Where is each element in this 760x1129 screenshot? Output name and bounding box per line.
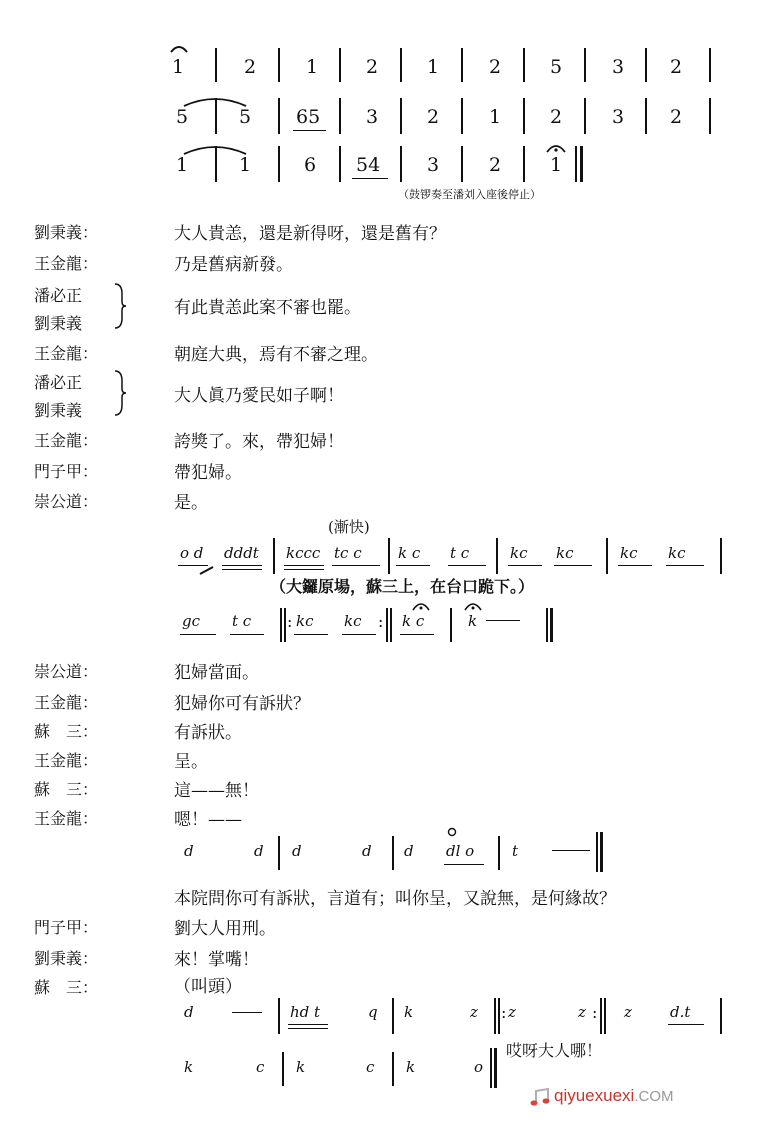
underline-mark <box>396 565 430 566</box>
underline-mark <box>222 569 262 570</box>
dialogue-line: 有訴狀。 <box>174 723 242 743</box>
barline <box>339 146 341 182</box>
perc-note: tc c <box>334 544 362 562</box>
note: 1 <box>550 154 563 176</box>
note: 3 <box>366 106 379 128</box>
perc-note: z <box>470 1003 478 1021</box>
speaker-name: 劉秉義 <box>34 401 83 420</box>
note: 5 <box>176 106 189 128</box>
dialogue-line: 嗯！—— <box>174 810 242 830</box>
note: 2 <box>550 106 563 128</box>
note: 1 <box>427 56 440 78</box>
perc-note: d <box>362 842 372 860</box>
underline-mark <box>342 634 376 635</box>
speaker-name: 王金龍： <box>34 431 99 450</box>
note: 2 <box>366 56 379 78</box>
brace-mark <box>112 369 128 417</box>
speaker-name: 王金龍： <box>34 751 99 770</box>
note: 1 <box>176 154 189 176</box>
underline-mark <box>352 178 388 179</box>
barline <box>645 98 647 134</box>
underline-mark <box>230 634 264 635</box>
barline <box>284 608 286 642</box>
note: 1 <box>489 106 502 128</box>
dialogue-line: 是。 <box>174 493 208 513</box>
perc-note: d <box>184 842 194 860</box>
perc-note: kc <box>668 544 686 562</box>
underline-mark <box>288 1024 328 1025</box>
speaker-name: 王金龍： <box>34 809 99 828</box>
barline <box>604 998 606 1034</box>
barline <box>278 48 280 82</box>
perc-note: t <box>512 842 519 860</box>
tempo-marking: (漸快) <box>328 518 370 536</box>
speaker-name: 門子甲： <box>34 462 99 481</box>
underline-mark <box>332 565 380 566</box>
lyric-line: 哎呀大人哪！ <box>506 1041 603 1060</box>
barline <box>490 1048 492 1088</box>
note: 2 <box>427 106 440 128</box>
watermark-domain: .COM <box>634 1088 674 1105</box>
barline <box>523 48 525 82</box>
speaker-name: 門子甲： <box>34 918 99 937</box>
perc-note: o <box>474 1058 484 1076</box>
barline <box>280 608 282 642</box>
barline <box>450 608 452 642</box>
speaker-name: 劉秉義 <box>34 314 83 333</box>
dialogue-line: 本院問你可有訴狀，言道有；叫你呈，又說無，是何緣故？ <box>174 889 616 909</box>
music-note-icon <box>530 1088 552 1108</box>
dialogue-line: 朝庭大典，焉有不審之理。 <box>174 345 378 365</box>
perc-note: kc <box>510 544 528 562</box>
barline <box>461 48 463 82</box>
barline <box>215 146 217 182</box>
perc-note: kc <box>556 544 574 562</box>
perc-note: q <box>368 1003 378 1021</box>
barline <box>720 998 722 1034</box>
repeat-dots: : <box>287 612 293 631</box>
perc-note: c <box>366 1058 375 1076</box>
perc-note: d <box>184 1003 194 1021</box>
barline <box>584 98 586 134</box>
perc-note: o d <box>180 544 204 562</box>
stage-direction: （大鑼原場，蘇三上，在台口跪下。） <box>270 577 535 596</box>
underline-mark <box>618 565 652 566</box>
perc-note: z <box>578 1003 586 1021</box>
perc-note: t c <box>232 612 252 630</box>
barline <box>720 538 722 574</box>
barline <box>392 836 394 870</box>
note: 1 <box>239 154 252 176</box>
barline <box>461 146 463 182</box>
barline <box>339 98 341 134</box>
barline <box>400 146 402 182</box>
dialogue-line: 帶犯婦。 <box>174 463 242 483</box>
note: 2 <box>244 56 257 78</box>
speaker-name: 劉秉義： <box>34 223 99 242</box>
note: 65 <box>296 106 321 128</box>
dialogue-line: 來！掌嘴！ <box>174 950 259 970</box>
dialogue-line: 乃是舊病新發。 <box>174 255 293 275</box>
perc-note: k c <box>398 544 421 562</box>
perc-note: z <box>508 1003 516 1021</box>
dialogue-line: 有此貴恙此案不審也罷。 <box>174 298 361 318</box>
barline <box>400 48 402 82</box>
speaker-name: 崇公道： <box>34 662 99 681</box>
perc-note: k <box>404 1003 414 1021</box>
barline <box>392 998 394 1034</box>
speaker-name: 蘇 三： <box>34 978 99 997</box>
hold-dash <box>232 1012 262 1013</box>
perc-note: gc <box>182 612 201 630</box>
speaker-name: 蘇 三： <box>34 780 99 799</box>
repeat-dots: : <box>501 1003 507 1022</box>
speaker-name: 潘必正 <box>34 286 83 305</box>
barline <box>606 538 608 574</box>
accent-mark <box>198 564 216 576</box>
dialogue-line: 犯婦你可有訴狀？ <box>174 694 310 714</box>
barline <box>278 836 280 870</box>
final-barline <box>494 1048 497 1088</box>
perc-note: kc <box>620 544 638 562</box>
dialogue-line: 犯婦當面。 <box>174 663 259 683</box>
note: 5 <box>239 106 252 128</box>
speaker-name: 劉秉義： <box>34 949 99 968</box>
hold-dash <box>486 620 520 621</box>
final-barline <box>550 608 553 642</box>
watermark-brand: qiyuexuexi <box>554 1086 635 1105</box>
dialogue-line: （叫頭） <box>174 977 242 997</box>
dialogue-line: 這——無！ <box>174 781 259 801</box>
underline-mark <box>444 864 484 865</box>
underline-mark <box>554 565 592 566</box>
note: 6 <box>304 154 317 176</box>
barline <box>494 998 496 1034</box>
speaker-name: 王金龍： <box>34 254 99 273</box>
speaker-name: 王金龍： <box>34 693 99 712</box>
barline <box>546 608 548 642</box>
note: 3 <box>427 154 440 176</box>
underline-mark <box>666 565 704 566</box>
barline <box>388 538 390 574</box>
underline-mark <box>400 634 434 635</box>
slur-mark <box>168 42 190 54</box>
underline-mark <box>284 565 324 566</box>
perc-note: dddt <box>224 544 259 562</box>
speaker-name: 崇公道： <box>34 492 99 511</box>
fermata-mark <box>410 598 432 612</box>
note: 2 <box>489 56 502 78</box>
perc-note: c <box>256 1058 265 1076</box>
perc-note: d <box>404 842 414 860</box>
barline <box>498 998 500 1034</box>
barline <box>498 836 500 870</box>
fermata-mark <box>544 140 568 154</box>
barline <box>278 998 280 1034</box>
barline <box>215 48 217 82</box>
perc-note: t c <box>450 544 470 562</box>
barline <box>386 608 388 642</box>
barline <box>278 146 280 182</box>
underline-mark <box>288 1028 328 1029</box>
perc-note: kccc <box>286 544 321 562</box>
underline-mark <box>448 565 486 566</box>
note: 3 <box>612 106 625 128</box>
barline <box>339 48 341 82</box>
perc-note: k c <box>402 612 425 630</box>
barline <box>278 98 280 134</box>
dialogue-line: 大人眞乃愛民如子啊！ <box>174 386 344 406</box>
note: 3 <box>612 56 625 78</box>
underline-mark <box>294 634 328 635</box>
note: 1 <box>172 56 185 78</box>
fermata-mark <box>462 598 484 612</box>
dialogue-line: 大人貴恙，還是新得呀，還是舊有？ <box>174 224 446 244</box>
perc-note: dl o <box>446 842 475 860</box>
barline <box>600 998 602 1034</box>
underline-mark <box>222 565 262 566</box>
perc-note: kc <box>344 612 362 630</box>
brace-mark <box>112 282 128 330</box>
perc-note: d.t <box>670 1003 691 1021</box>
hold-dash <box>552 850 590 851</box>
barline <box>400 98 402 134</box>
underline-mark <box>293 130 326 131</box>
perc-note: k <box>184 1058 194 1076</box>
barline <box>645 48 647 82</box>
barline <box>575 146 577 182</box>
dialogue-line: 呈。 <box>174 752 208 772</box>
underline-mark <box>284 569 324 570</box>
dialogue-line: 誇獎了。來，帶犯婦！ <box>174 432 344 452</box>
barline <box>392 1052 394 1086</box>
barline <box>523 98 525 134</box>
note: 1 <box>306 56 319 78</box>
perc-note: d <box>292 842 302 860</box>
perc-note: d <box>254 842 264 860</box>
speaker-name: 潘必正 <box>34 373 83 392</box>
barline <box>215 98 217 134</box>
speaker-name: 王金龍： <box>34 344 99 363</box>
underline-mark <box>668 1024 704 1025</box>
barline <box>709 98 711 134</box>
perc-note: k <box>468 612 478 630</box>
speaker-name: 蘇 三： <box>34 722 99 741</box>
perc-note: k <box>406 1058 416 1076</box>
note: 2 <box>489 154 502 176</box>
barline <box>584 48 586 82</box>
perc-note: hd t <box>290 1003 321 1021</box>
note: 54 <box>356 154 381 176</box>
perc-note: k <box>296 1058 306 1076</box>
barline <box>523 146 525 182</box>
barline <box>461 98 463 134</box>
underline-mark <box>180 634 216 635</box>
perc-note: kc <box>296 612 314 630</box>
barline <box>496 538 498 574</box>
barline <box>709 48 711 82</box>
performance-note: （鼓锣奏至潘刘入座後停止） <box>398 188 541 201</box>
note: 2 <box>670 56 683 78</box>
final-barline <box>580 146 583 182</box>
barline <box>390 608 392 642</box>
underline-mark <box>508 565 542 566</box>
repeat-dots: : <box>592 1003 598 1022</box>
note: 5 <box>550 56 563 78</box>
barline <box>282 1052 284 1086</box>
dialogue-line: 劉大人用刑。 <box>174 919 276 939</box>
accent-mark <box>446 826 458 838</box>
barline <box>273 538 275 574</box>
final-barline <box>600 832 603 872</box>
perc-note: z <box>624 1003 632 1021</box>
repeat-dots: : <box>378 612 384 631</box>
note: 2 <box>670 106 683 128</box>
barline <box>596 832 598 872</box>
